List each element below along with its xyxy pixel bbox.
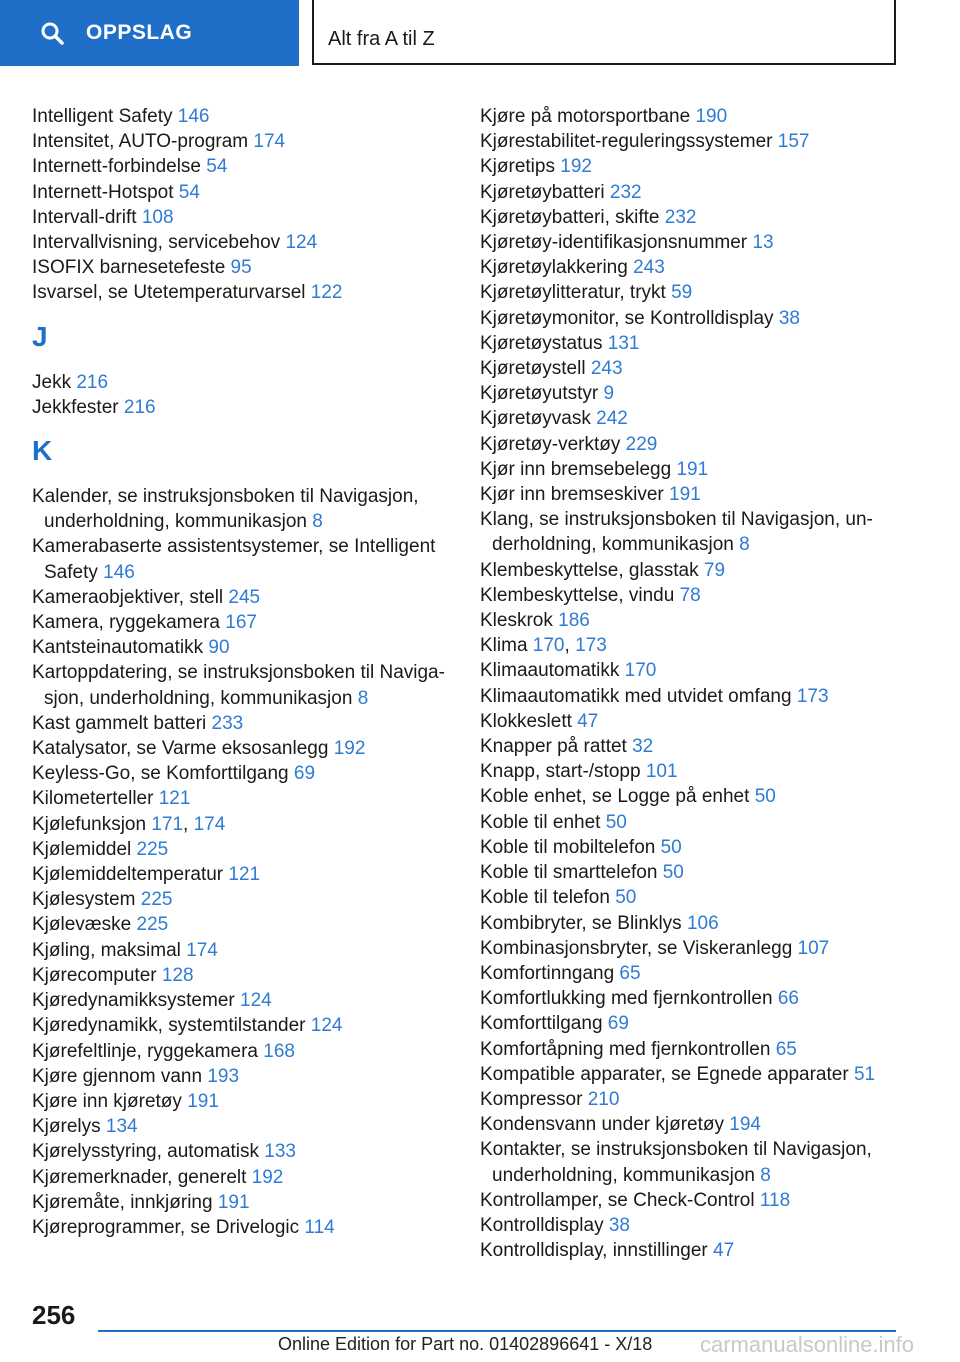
index-entry [480,1238,900,1263]
index-entry [32,786,452,811]
index-entry-text: Internett-forbindelse [32,156,207,178]
index-entry [32,711,452,736]
page-link[interactable]: 225 [136,838,169,860]
index-entry [480,331,900,356]
index-entry-text: Klimaautomatikk med utvidet omfang [480,685,797,707]
index-entry-text: Komfortåpning med fjernkontrollen [480,1038,776,1060]
index-entry-text: Kamera, ryggekamera [32,612,226,634]
page-link[interactable]: 50 [615,887,637,909]
index-entry [480,1137,900,1187]
index-entry-text: Intervall-drift [32,206,142,228]
index-entry [480,129,900,154]
page-link[interactable]: 170 [624,660,657,682]
oppslag-tab-label: OPPSLAG [86,21,193,44]
index-entry-text: Kjøretøyvask [480,408,597,430]
index-entry [32,761,452,786]
index-entry [32,280,452,305]
page-link[interactable]: 8 [760,1164,771,1186]
page-link[interactable]: 191 [187,1090,219,1112]
index-entry-text: Kompatible apparater, se Egnede apparater [480,1063,854,1085]
page-link[interactable]: 101 [645,761,678,783]
watermark: carmanualsonline.info [700,1332,915,1357]
index-entry [480,1037,900,1062]
index-entry-text: Kjøretøybatteri, skifte [480,206,665,228]
page-link[interactable]: 128 [161,964,194,986]
index-entry [480,104,900,129]
index-entry-text: Keyless-Go, se Komforttilgang [32,763,294,785]
page-link[interactable]: 59 [671,282,693,304]
page-link[interactable]: 174 [193,813,226,835]
index-entry [480,507,900,557]
index-entry [480,1062,900,1087]
page-link[interactable]: 242 [596,408,628,430]
index-entry-text: Klang, se instruksjonsboken til Navigasjon, un-derholdning, kommunikasjon [480,509,873,556]
page-link[interactable]: 171 [151,813,184,835]
page-link[interactable]: 108 [141,206,174,228]
index-letter-heading: J [32,320,48,352]
index-entry [32,1114,452,1139]
page-link[interactable]: 124 [240,990,272,1012]
index-entry-text: Intelligent Safety [32,106,178,127]
index-entry-text: Klembeskyttelse, glasstak [480,559,704,581]
index-entry [480,1087,900,1112]
index-entry [480,986,900,1011]
index-entry-text: Kompressor [480,1088,588,1110]
page-link[interactable]: 114 [304,1216,335,1238]
index-entry-text: Komfortinngang [480,962,620,984]
index-entry [32,1165,452,1190]
index-entry-text: Kjøre gjennom vann [32,1065,208,1087]
index-entry [32,1013,452,1038]
index-entry [480,154,900,179]
index-entry-text: Kjøreprogrammer, se Drivelogic [32,1216,305,1238]
index-entry [480,205,900,230]
page-link[interactable]: 216 [76,371,109,393]
page-link[interactable]: 50 [754,786,776,808]
index-entry [480,1011,900,1036]
index-entry [32,205,452,230]
page-link[interactable]: 134 [105,1116,138,1138]
index-entry-text: Kjøremerknader, generelt [32,1166,252,1188]
index-entry [480,684,900,709]
index-entry-text: Kjøretøymonitor, se Kontrolldisplay [480,307,779,329]
index-entry [480,936,900,961]
index-entry-text: Kjøre inn kjøretøy [32,1090,188,1112]
page-link[interactable]: 50 [662,862,684,884]
index-entry-text: Kjøredynamikksystemer [32,990,240,1012]
page-link[interactable]: 194 [729,1114,761,1136]
index-entry [480,658,900,683]
index-entry-text: Kjøretøylakkering [480,257,634,279]
index-entry-text: Klima [480,635,533,657]
page-link[interactable]: 233 [211,712,244,734]
page-link[interactable]: 170 [532,635,565,657]
page-link[interactable]: 131 [607,332,640,354]
page-link[interactable]: 54 [178,181,200,203]
page-link[interactable]: 8 [312,511,323,533]
index-entry-text: Knapp, start-/stopp [480,761,646,783]
page-link[interactable]: 192 [333,738,366,760]
index-entry [480,633,900,658]
page-link[interactable]: 191 [217,1191,250,1213]
index-entry [480,709,900,734]
index-entry-text: Kjørelys [32,1116,106,1138]
page-link[interactable]: 225 [136,914,169,936]
index-entry-text: Koble til mobiltelefon [480,836,661,858]
page-link[interactable]: 190 [695,106,728,127]
page-link[interactable]: 121 [158,788,191,810]
index-entry-text: Kamerabaserte assistentsystemer, se Intelligent Safety [32,536,436,583]
page-link[interactable]: 9 [603,383,615,405]
index-entry-text: Knapper på rattet [480,736,633,758]
index-entry-text: Kameraobjektiver, stell [32,586,229,608]
index-entry [32,736,452,761]
index-entry [480,961,900,986]
index-entry [480,583,900,608]
index-entry [32,837,452,862]
index-entry-text: Kombibryter, se Blinklys [480,912,687,934]
search-icon [40,21,64,45]
index-entry-text: Kombinasjonsbryter, se Viskeranlegg [480,937,798,959]
page-link[interactable]: 168 [263,1040,295,1062]
index-entry-text: Kjøretøy-identifikasjonsnummer [480,232,753,254]
index-entry [480,784,900,809]
page-link[interactable]: 232 [664,206,697,228]
page-link[interactable]: 8 [357,687,369,709]
index-column-left [32,104,452,1240]
page-link[interactable]: 121 [228,864,261,886]
index-entry [32,1139,452,1164]
page-link[interactable]: 38 [608,1214,630,1236]
index-entry-text: Kalender, se instruksjonsboken til Navigasjon, underholdning, kommunikasjon [32,486,419,533]
index-entry [32,154,452,179]
index-entry-text: Isvarsel, se Utetemperaturvarsel [32,282,311,304]
index-entry-text: Kjøremåte, innkjøring [32,1191,218,1213]
index-entry-text: Koble enhet, se Logge på enhet [480,786,755,808]
index-entry-text: Kjøredynamikk, systemtilstander [32,1015,311,1037]
page-link[interactable]: 174 [186,939,218,961]
index-entry [32,484,452,534]
page-link[interactable]: 146 [177,106,210,127]
page-link[interactable]: 69 [607,1013,629,1035]
index-entry-text: Internett-Hotspot [32,181,179,203]
page-link[interactable]: 32 [632,736,654,758]
index-entry [480,1112,900,1137]
page-link[interactable]: 191 [669,484,701,506]
index-entry-text: Kjørestabilitet-reguleringssystemer [480,131,778,153]
index-entry [32,395,452,420]
page-link[interactable]: 167 [225,612,257,634]
index-entry [480,306,900,331]
index-entry [480,432,900,457]
edition-text: Online Edition for Part no. 01402896641 - X/18 [278,1334,653,1354]
page-link[interactable]: 107 [797,937,830,959]
index-letter-heading: K [32,435,53,467]
page-link[interactable]: 90 [208,637,230,659]
page-link[interactable]: 146 [103,561,135,583]
index-entry-text: Kartoppdatering, se instruksjonsboken til Naviga-sjon, underholdning, kommunikasjon [32,662,445,709]
index-entry [32,862,452,887]
index-entry [480,1213,900,1238]
index-entry [32,1089,452,1114]
index-entry-text: Komforttilgang [480,1013,608,1035]
page-link[interactable]: 47 [713,1240,735,1262]
index-entry-text: Kjøre på motorsportbane [480,106,696,127]
page-link[interactable]: 38 [778,307,800,329]
page-link[interactable]: 65 [619,962,641,984]
index-entry-text: Intervallvisning, servicebehov [32,232,286,254]
page-link[interactable]: 174 [253,131,286,153]
page-link[interactable]: 65 [775,1038,797,1060]
index-entry-text: Kjøretøystell [480,358,591,380]
page-link[interactable]: 243 [633,257,665,279]
index-entry-text: Kjølevæske [32,914,137,936]
index-entry-text: Kjørecomputer [32,964,162,986]
index-entry-text: Koble til enhet [480,811,606,833]
index-entry-text: Kjøretøylitteratur, trykt [480,282,672,304]
index-entry-text: Kjølefunksjon [32,813,152,835]
page-link[interactable]: 118 [759,1189,791,1211]
index-entry-text: Kjølemiddel [32,838,137,860]
index-entry-text: Kjøretips [480,156,561,178]
index-entry [32,1215,452,1240]
page-link[interactable]: 54 [206,156,228,178]
page-link[interactable]: 210 [587,1088,620,1110]
page-link[interactable]: 216 [123,396,156,418]
page-link[interactable]: 225 [140,889,173,911]
index-entry [480,255,900,280]
index-entry-text: Kjøretøy-verktøy [480,433,626,455]
index-entry [32,912,452,937]
index-entry [32,370,452,395]
index-entry-text: Intensitet, AUTO-program [32,131,254,153]
index-entry [480,885,900,910]
index-entry [32,104,452,129]
index-entry [32,534,452,584]
index-entry [480,180,900,205]
index-entry-text: Kjør inn bremsebelegg [480,458,677,480]
index-entry [32,887,452,912]
index-entry-text: Klimaautomatikk [480,660,625,682]
page-link[interactable]: 232 [609,181,642,203]
page-separator: , [183,813,194,835]
page-link[interactable]: 66 [777,988,799,1010]
page-link[interactable]: 124 [310,1015,343,1037]
page-link[interactable]: 173 [575,635,607,657]
index-entry [480,860,900,885]
page-link[interactable]: 229 [625,433,658,455]
index-entry [32,938,452,963]
index-entry-text: Kjøretøystatus [480,332,608,354]
page-link[interactable]: 69 [293,763,316,785]
index-entry [32,660,452,710]
index-entry [32,180,452,205]
section-title: Alt fra A til Z [328,28,435,50]
index-entry [32,988,452,1013]
index-entry [480,759,900,784]
page-link[interactable]: 95 [230,257,252,279]
index-entry [480,406,900,431]
index-entry-text: Jekk [32,371,77,393]
index-entry-text: Koble til smarttelefon [480,862,663,884]
index-entry [32,963,452,988]
page-link[interactable]: 78 [679,584,701,606]
index-entry-text: ISOFIX barnesetefeste [32,257,231,279]
page-link[interactable]: 51 [853,1063,876,1085]
index-entry-text: Katalysator, se Varme eksosanlegg [32,738,334,760]
page-link[interactable]: 193 [207,1065,240,1087]
index-entry-text: Kilometerteller [32,788,159,810]
page-separator: , [564,635,576,657]
index-entry [32,230,452,255]
index-entry [480,381,900,406]
index-entry-text: Kontrolldisplay [480,1214,609,1236]
index-entry [32,1190,452,1215]
page-link[interactable]: 13 [752,232,774,254]
page-link[interactable]: 50 [605,811,627,833]
index-entry-text: Klokkeslett [480,710,578,732]
page-link[interactable]: 106 [686,912,719,934]
page-link[interactable]: 133 [264,1141,296,1163]
index-entry [480,356,900,381]
index-entry-text: Kast gammelt batteri [32,712,212,734]
index-entry [480,280,900,305]
index-entry [480,810,900,835]
index-entry-text: Kleskrok [480,610,559,632]
index-entry [480,230,900,255]
index-entry [480,1188,900,1213]
page-link[interactable]: 191 [676,458,709,480]
index-entry [32,610,452,635]
index-entry-text: Kjølemiddeltemperatur [32,864,229,886]
page-link[interactable]: 243 [590,358,623,380]
index-entry [480,457,900,482]
page-number: 256 [32,1300,76,1330]
index-entry-text: Kondensvann under kjøretøy [480,1114,730,1136]
page-link[interactable]: 50 [660,836,682,858]
index-entry [480,558,900,583]
page-link[interactable]: 122 [310,282,343,304]
page-link[interactable]: 186 [558,610,590,632]
index-entry-text: Kjøling, maksimal [32,939,187,961]
index-entry-text: Kjøretøybatteri [480,181,610,203]
index-entry [32,1064,452,1089]
page-link[interactable]: 124 [285,232,318,254]
index-entry [32,585,452,610]
index-entry-text: Kontrollamper, se Check-Control [480,1189,760,1211]
index-entry-text: Kjøretøyutstyr [480,383,604,405]
index-entry [32,1039,452,1064]
index-entry-text: Kjør inn bremseskiver [480,484,669,506]
page-link[interactable]: 8 [739,534,750,556]
section-title-box [312,0,896,65]
index-entry [480,608,900,633]
index-entry [480,734,900,759]
index-entry-text: Kontrolldisplay, innstillinger [480,1240,714,1262]
oppslag-tab[interactable] [0,0,299,66]
page-link[interactable]: 79 [703,559,726,581]
page-link[interactable]: 192 [251,1166,284,1188]
index-entry [32,812,452,837]
index-entry-text: Komfortlukking med fjernkontrollen [480,988,778,1010]
index-entry [32,635,452,660]
index-entry [480,482,900,507]
index-entry-text: Koble til telefon [480,887,616,909]
page-link[interactable]: 173 [796,685,829,707]
page-link[interactable]: 245 [228,586,261,608]
index-entry [480,911,900,936]
page-link[interactable]: 157 [777,131,810,153]
index-column-right [480,104,900,1263]
index-entry-text: Kantsteinautomatikk [32,637,209,659]
index-entry [480,835,900,860]
index-entry-text: Kjølesystem [32,889,141,911]
index-entry-text: Jekkfester [32,396,124,418]
index-entry-text: Kontakter, se instruksjonsboken til Navigasjon, underholdning, kommunikasjon [480,1139,872,1186]
page-link[interactable]: 47 [577,710,599,732]
index-entry [32,255,452,280]
index-entry-text: Kjørefeltlinje, ryggekamera [32,1040,264,1062]
page-link[interactable]: 192 [560,156,592,178]
index-entry-text: Kjørelysstyring, automatisk [32,1141,265,1163]
index-entry-text: Klembeskyttelse, vindu [480,584,680,606]
index-entry [32,129,452,154]
